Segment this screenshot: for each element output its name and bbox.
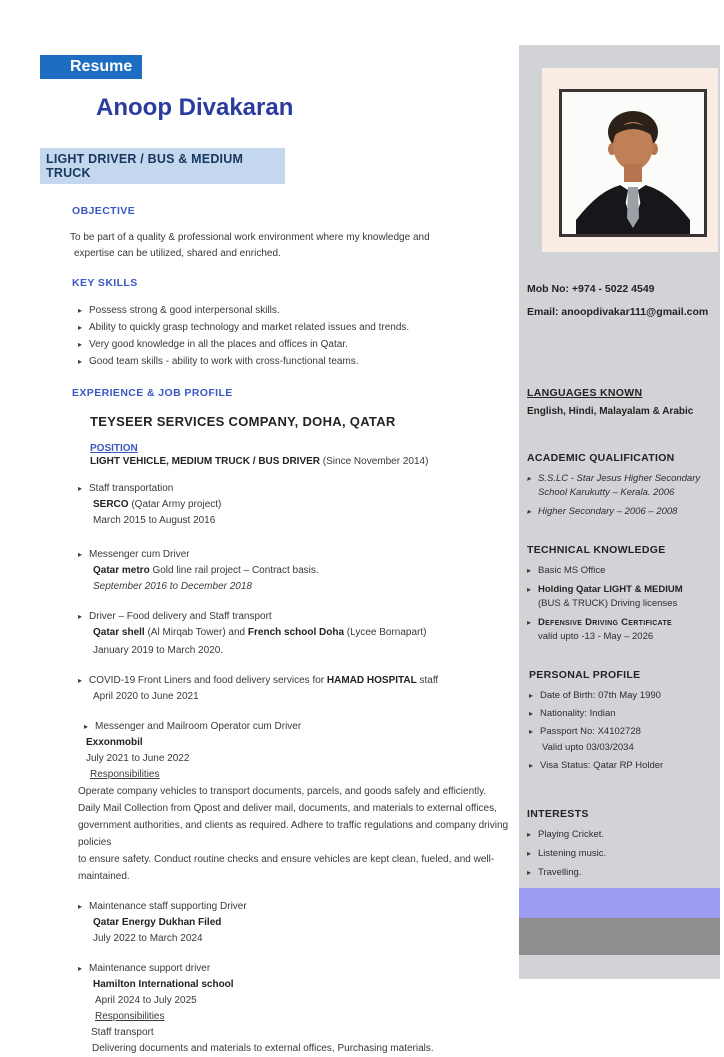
experience-entry — [78, 673, 518, 705]
personal-heading: PERSONAL PROFILE — [529, 669, 641, 681]
technical-heading: TECHNICAL KNOWLEDGE — [527, 544, 666, 556]
org-name: Qatar shell — [93, 627, 145, 638]
entry-title-row — [84, 719, 518, 735]
org-detail: (Qatar Army project) — [128, 499, 222, 510]
entry-title: Maintenance staff supporting Driver — [89, 901, 247, 912]
objective-line: To be part of a quality & professional work environment where my knowledge and — [70, 232, 430, 243]
license-bold: Holding Qatar LIGHT & MEDIUM — [538, 584, 683, 595]
personal-item: Date of Birth: 07th May 1990 — [540, 690, 661, 701]
contact-block — [527, 278, 712, 324]
entry-period: January 2019 to March 2020. — [93, 645, 224, 656]
bullet-triangle-icon — [527, 616, 531, 644]
email-address: Email: anoopdivakar111@gmail.com — [527, 306, 709, 318]
bullet-triangle-icon — [78, 353, 82, 370]
title-org: HAMAD HOSPITAL — [326, 675, 417, 686]
bullet-triangle-icon — [78, 899, 82, 915]
org-name: SERCO — [93, 499, 129, 510]
technical-item — [538, 583, 683, 611]
mobile-number: Mob No: +974 - 5022 4549 — [527, 283, 655, 295]
skill-text: Very good knowledge in all the places and offices in Qatar. — [89, 339, 348, 350]
portrait-illustration — [562, 92, 704, 234]
responsibilities-label: Responsibilities — [90, 769, 160, 780]
list-item — [527, 616, 714, 644]
interests-list — [527, 828, 714, 880]
interest-item: Playing Cricket. — [538, 829, 605, 840]
candidate-name: Anoop Divakaran — [96, 94, 294, 121]
bullet-triangle-icon — [78, 319, 82, 336]
entry-title: Staff transportation — [89, 483, 174, 494]
personal-item: Passport No: X4102728 — [540, 726, 641, 737]
entry-org: Hamilton International school — [93, 979, 234, 990]
bullet-triangle-icon — [529, 707, 533, 721]
sidebar — [519, 45, 720, 979]
entry-title: Messenger and Mailroom Operator cum Driver — [95, 721, 302, 732]
languages-value: English, Hindi, Malayalam & Arabic — [527, 406, 694, 417]
academic-list — [527, 472, 714, 519]
bullet-triangle-icon — [78, 547, 82, 563]
bullet-triangle-icon — [78, 673, 82, 689]
entry-title: Driver – Food delivery and Staff transport — [89, 611, 272, 622]
skill-text: Possess strong & good interpersonal skills. — [89, 305, 280, 316]
entry-title: Messenger cum Driver — [89, 549, 190, 560]
entry-period: April 2020 to June 2021 — [93, 691, 199, 702]
personal-item: Visa Status: Qatar RP Holder — [540, 760, 664, 771]
interest-item: Listening music. — [538, 848, 607, 859]
responsibility-line: to ensure safety. Conduct routine checks and ensure vehicles are kept clean, fueled, and well-maintained. — [78, 854, 495, 882]
skill-text: Ability to quickly grasp technology and market related issues and trends. — [89, 322, 410, 333]
entry-period: July 2021 to June 2022 — [86, 753, 190, 764]
academic-item: S.S.LC - Star Jesus Higher Secondary School Karukutty – Kerala. 2006 — [538, 473, 701, 498]
entry-org: Exxonmobil — [86, 737, 143, 748]
list-item — [529, 707, 714, 721]
responsibility-line: Operate company vehicles to transport documents, parcels, and goods safely and efficiently. — [78, 786, 487, 797]
job-title-banner: LIGHT DRIVER / BUS & MEDIUM TRUCK — [40, 148, 285, 184]
company-name: TEYSEER SERVICES COMPANY, DOHA, QATAR — [90, 414, 396, 429]
personal-item: Nationality: Indian — [540, 708, 616, 719]
bullet-triangle-icon — [527, 472, 531, 500]
responsibilities-text — [78, 783, 526, 885]
experience-entry — [78, 547, 518, 595]
bullet-triangle-icon — [527, 847, 531, 861]
list-item — [527, 828, 714, 842]
entry-org: Qatar Energy Dukhan Filed — [93, 917, 222, 928]
bullet-triangle-icon — [527, 583, 531, 611]
technical-item — [538, 616, 672, 644]
list-item — [78, 302, 518, 319]
bullet-triangle-icon — [527, 828, 531, 842]
responsibility-line: Staff transport — [91, 1027, 154, 1038]
personal-item-sub: Valid upto 03/03/2034 — [542, 742, 634, 753]
org-detail: Gold line rail project – Contract basis. — [149, 565, 319, 576]
list-item — [78, 319, 518, 336]
experience-heading: EXPERIENCE & JOB PROFILE — [72, 387, 233, 399]
entry-title-row — [78, 961, 518, 977]
list-item — [527, 847, 714, 861]
objective-heading: OBJECTIVE — [72, 205, 136, 217]
list-item — [527, 564, 714, 578]
bullet-triangle-icon — [527, 866, 531, 880]
entry-org — [93, 625, 518, 641]
entry-period: September 2016 to December 2018 — [93, 581, 252, 592]
decorative-purple-bar — [519, 888, 720, 918]
photo-frame — [542, 68, 718, 252]
decorative-gray-bar — [519, 918, 720, 955]
entry-title-row — [78, 673, 518, 689]
entry-title-row — [78, 899, 518, 915]
list-item — [529, 759, 714, 773]
position-label: POSITION — [90, 443, 138, 454]
org-detail: (Al Mirqab Tower) and — [144, 627, 248, 638]
bullet-triangle-icon — [78, 336, 82, 353]
experience-entry — [78, 899, 518, 947]
entry-title-row — [78, 609, 518, 625]
role-since: (Since November 2014) — [320, 456, 429, 467]
experience-entry — [78, 609, 518, 659]
entry-period: July 2022 to March 2024 — [93, 933, 203, 944]
key-skills-list — [78, 302, 518, 370]
list-item — [527, 472, 714, 500]
certificate-validity: valid upto -13 - May – 2026 — [538, 631, 654, 642]
bullet-triangle-icon — [78, 302, 82, 319]
entry-title: Maintenance support driver — [89, 963, 211, 974]
responsibility-line: government authorities, and clients as required. Adhere to traffic regulations and company driving policies — [78, 820, 509, 848]
list-item — [78, 353, 518, 370]
skill-text: Good team skills - ability to work with cross-functional teams. — [89, 356, 359, 367]
bullet-triangle-icon — [527, 564, 531, 578]
academic-heading: ACADEMIC QUALIFICATION — [527, 452, 675, 464]
entry-org — [93, 497, 518, 513]
interests-heading: INTERESTS — [527, 808, 589, 820]
entry-title — [89, 673, 438, 689]
bullet-triangle-icon — [529, 689, 533, 703]
list-item — [529, 725, 714, 739]
main-column — [40, 55, 518, 1057]
experience-entry — [78, 961, 518, 1057]
interest-item: Travelling. — [538, 867, 582, 878]
entry-title-row — [78, 481, 518, 497]
certificate-name: Defensive Driving Certificate — [538, 617, 673, 628]
list-item — [529, 689, 714, 703]
technical-list — [527, 564, 714, 644]
bullet-triangle-icon — [529, 759, 533, 773]
list-item — [78, 336, 518, 353]
list-item — [527, 583, 714, 611]
org-name: Qatar metro — [93, 565, 150, 576]
license-rest: (BUS & TRUCK) Driving licenses — [538, 598, 678, 609]
experience-entry — [78, 481, 518, 529]
technical-item: Basic MS Office — [538, 565, 606, 576]
responsibilities-label: Responsibilities — [95, 1011, 165, 1022]
experience-entry — [78, 719, 518, 885]
bullet-triangle-icon — [78, 961, 82, 977]
list-item — [527, 866, 714, 880]
responsibility-line: Delivering documents and materials to external offices, Purchasing materials. — [92, 1043, 434, 1054]
entry-org — [93, 563, 518, 579]
org-detail: (Lycee Bornapart) — [344, 627, 427, 638]
org-name: French school Doha — [247, 627, 345, 638]
entry-period: March 2015 to August 2016 — [93, 515, 216, 526]
responsibility-line: Daily Mail Collection from Qpost and deliver mail, documents, and materials to external offices, — [78, 803, 497, 814]
objective-text — [70, 230, 518, 262]
key-skills-heading: KEY SKILLS — [72, 277, 138, 289]
objective-line: expertise can be utilized, shared and enriched. — [74, 248, 281, 259]
resume-badge: Resume — [40, 55, 142, 79]
bullet-triangle-icon — [527, 505, 531, 519]
entry-title-row — [78, 547, 518, 563]
bullet-triangle-icon — [529, 725, 533, 739]
personal-list — [529, 689, 714, 773]
position-role — [90, 456, 518, 467]
role-title: LIGHT VEHICLE, MEDIUM TRUCK / BUS DRIVER — [90, 456, 321, 467]
languages-heading: LANGUAGES KNOWN — [527, 387, 643, 399]
bullet-triangle-icon — [78, 609, 82, 625]
entry-period: April 2024 to July 2025 — [95, 995, 197, 1006]
bullet-triangle-icon — [84, 719, 88, 735]
title-text: staff — [416, 675, 439, 686]
title-text: COVID-19 Front Liners and food delivery services for — [89, 675, 327, 686]
academic-item: Higher Secondary – 2006 – 2008 — [538, 506, 678, 517]
portrait-photo — [559, 89, 707, 237]
bullet-triangle-icon — [78, 481, 82, 497]
list-item — [527, 505, 714, 519]
